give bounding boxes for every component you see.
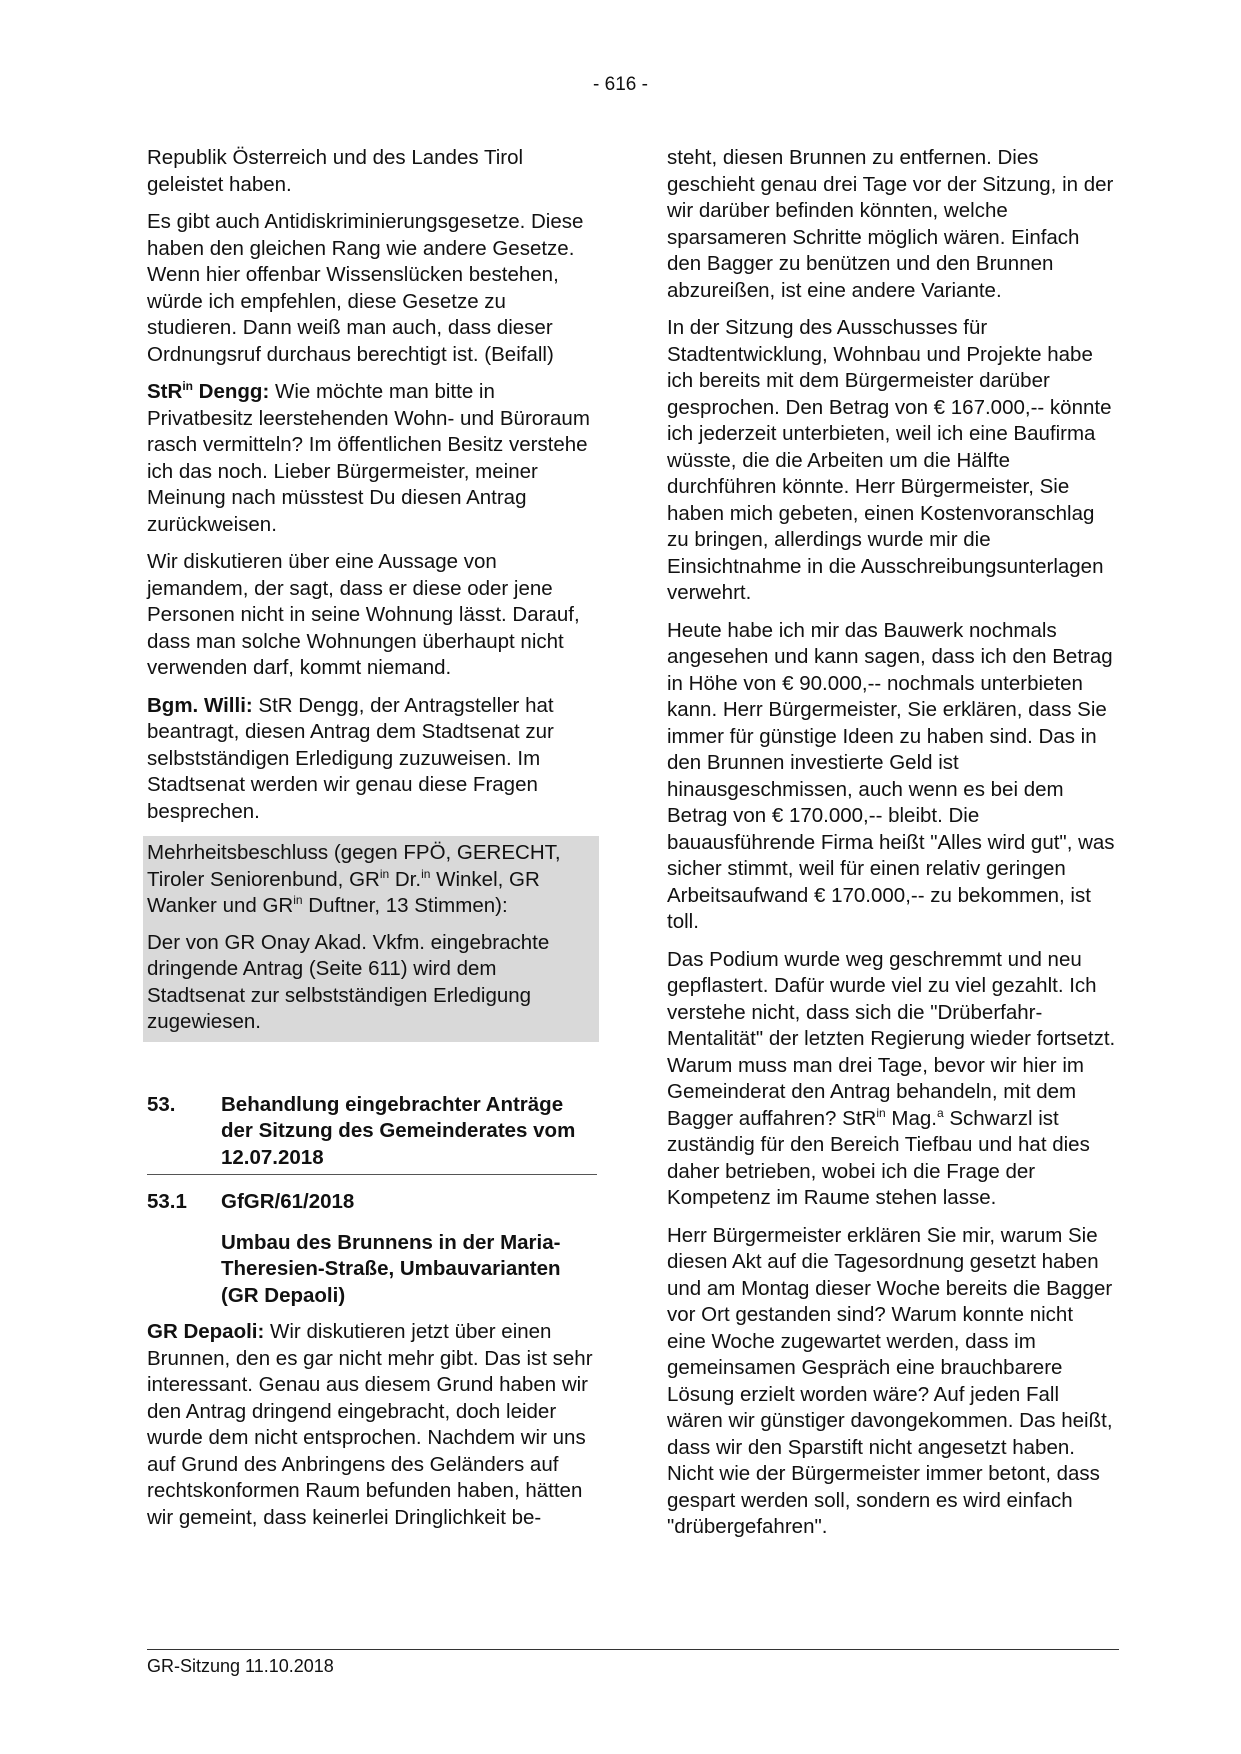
- resolution-box: [143, 836, 599, 1042]
- subsection-number: 53.1: [147, 1190, 187, 1213]
- left-column: [147, 145, 597, 1542]
- paragraph: Das Podium wurde weg geschremmt und neu gepflastert. Dafür wurde viel zu viel gezahlt. Ich verstehe nicht, dass sich die "Drüberfahr-Mentalität" der letzten Regierung wieder fortsetzt. Warum muss man drei Tage, bevor wir hier im Gemeinderat den Antrag behandeln, mit dem Bagger auffahren? StR$^{in}$ Mag.$^a$ Schwarzl ist zuständig für den Bereich Tiefbau und hat dies daher betrieben, wobei ich die Frage der Kompetenz im Raume stehen lasse.: [667, 947, 1116, 1209]
- speaker-label: StR$^{in}$ Dengg:: [147, 379, 270, 403]
- speaker-label: Bgm. Willi:: [147, 693, 253, 717]
- footer-divider: [147, 1649, 1119, 1650]
- section-title: Behandlung eingebrachter Anträge der Sitzung des Gemeinderates vom 12.07.2018: [221, 1092, 576, 1169]
- page-number: - 616 -: [593, 74, 648, 95]
- section-number: 53.: [147, 1092, 176, 1116]
- paragraph: Republik Österreich und des Landes Tirol geleistet haben.: [147, 146, 524, 196]
- subsection-title: GfGR/61/2018: [221, 1190, 355, 1213]
- paragraph: Herr Bürgermeister erklären Sie mir, warum Sie diesen Akt auf die Tagesordnung gesetzt haben und am Montag dieser Woche bereits die Bagger vor Ort gestanden sind? Warum konnte nicht eine Woche zugewartet werden, dass im gemeinsamen Gespräch eine brauchbarere Lösung erzielt worden wäre? Auf jeden Fall wären wir günstiger davongekommen. Das heißt, dass wir den Sparstift nicht angesetzt haben. Nicht wie der Bürgermeister immer betont, dass gespart werden soll, sondern es wird einfach "drübergefahren".: [667, 1223, 1113, 1538]
- subsection-subtitle: Umbau des Brunnens in der Maria-Theresien-Straße, Umbauvarianten (GR Depaoli): [221, 1230, 561, 1307]
- footer-text: GR-Sitzung 11.10.2018: [147, 1656, 334, 1676]
- speaker-label: GR Depaoli:: [147, 1320, 265, 1343]
- resolution-vote: Mehrheitsbeschluss (gegen FPÖ, GERECHT, Tiroler Seniorenbund, $GR^{in}$ Dr.$^{in}$ Winkel, GR Wanker und $GR^{in}$ Duftner, 13 Stimmen):: [147, 841, 561, 917]
- speaker-paragraph: GR Depaoli: Wir diskutieren jetzt über einen Brunnen, den es gar nicht mehr gibt. Das ist sehr interessant. Genau aus diesem Grund haben wir den Antrag dringend eingebracht, doch leider wurde dem nicht entsprochen. Nachdem wir uns auf Grund des Anbringens des Geländers auf rechtskonformen Raum befunden haben, hätten wir gemeint, dass keinerlei Dringlichkeit be-: [147, 1320, 593, 1529]
- speaker-paragraph: Bgm. Willi: StR Dengg, der Antragsteller hat beantragt, diesen Antrag dem Stadtsenat zur selbstständigen Erledigung zuzuweisen. Im Stadtsenat werden wir genau diese Fragen besprechen.: [147, 693, 554, 823]
- paragraph: Wir diskutieren über eine Aussage von jemandem, der sagt, dass er diese oder jene Personen nicht in seine Wohnung lässt. Darauf, dass man solche Wohnungen überhaupt nicht verwenden darf, kommt niemand.: [147, 550, 580, 679]
- right-column: [667, 145, 1117, 1552]
- paragraph: Heute habe ich mir das Bauwerk nochmals angesehen und kann sagen, dass ich den Betrag in Höhe von € 90.000,-- nochmals unterbieten kann. Herr Bürgermeister, Sie erklären, dass Sie immer für günstige Ideen zu haben sind. Das in den Brunnen investierte Geld ist hinausgeschmissen, auch wenn es bei dem Betrag von € 170.000,-- bleibt. Die bauausführende Firma heißt "Alles wird gut", was sicher stimmt, weil für einen relativ geringen Arbeitsaufwand € 170.000,-- zu bekommen, ist toll.: [667, 618, 1115, 933]
- resolution-text: Der von GR Onay Akad. Vkfm. eingebrachte dringende Antrag (Seite 611) wird dem Stadtsenat zur selbstständigen Erledigung zugewiesen.: [147, 930, 550, 1033]
- paragraph: In der Sitzung des Ausschusses für Stadtentwicklung, Wohnbau und Projekte habe ich bereits mit dem Bürgermeister darüber gesprochen. Den Betrag von € 167.000,-- könnte ich jederzeit unterbieten, weil ich eine Baufirma wüsste, die die Arbeiten um die Hälfte durchführen könnte. Herr Bürgermeister, Sie haben mich gebeten, einen Kostenvoranschlag zu bringen, allerdings wurde mir die Einsichtnahme in die Ausschreibungsunterlagen verwehrt.: [667, 316, 1112, 604]
- paragraph: Es gibt auch Antidiskriminierungsgesetze. Diese haben den gleichen Rang wie andere Gesetze. Wenn hier offenbar Wissenslücken bestehen, würde ich empfehlen, diese Gesetze zu studieren. Dann weiß man auch, dass dieser Ordnungsruf durchaus berechtigt ist. (Beifall): [147, 210, 584, 366]
- section-heading-53-1: [147, 1189, 597, 1216]
- speaker-paragraph: StR$^{in}$ Dengg: Wie möchte man bitte in Privatbesitz leerstehenden Wohn- und Büroraum rasch vermitteln? Im öffentlichen Besitz verstehe ich das noch. Lieber Bürgermeister, meiner Meinung nach müsstest Du diesen Antrag zurückweisen.: [147, 379, 590, 536]
- paragraph: steht, diesen Brunnen zu entfernen. Dies geschieht genau drei Tage vor der Sitzung, in der wir darüber befinden könnten, welche sparsameren Schritte möglich wären. Einfach den Bagger zu benützen und den Brunnen abzureißen, ist eine andere Variante.: [667, 146, 1114, 302]
- section-heading-53: [147, 1092, 597, 1176]
